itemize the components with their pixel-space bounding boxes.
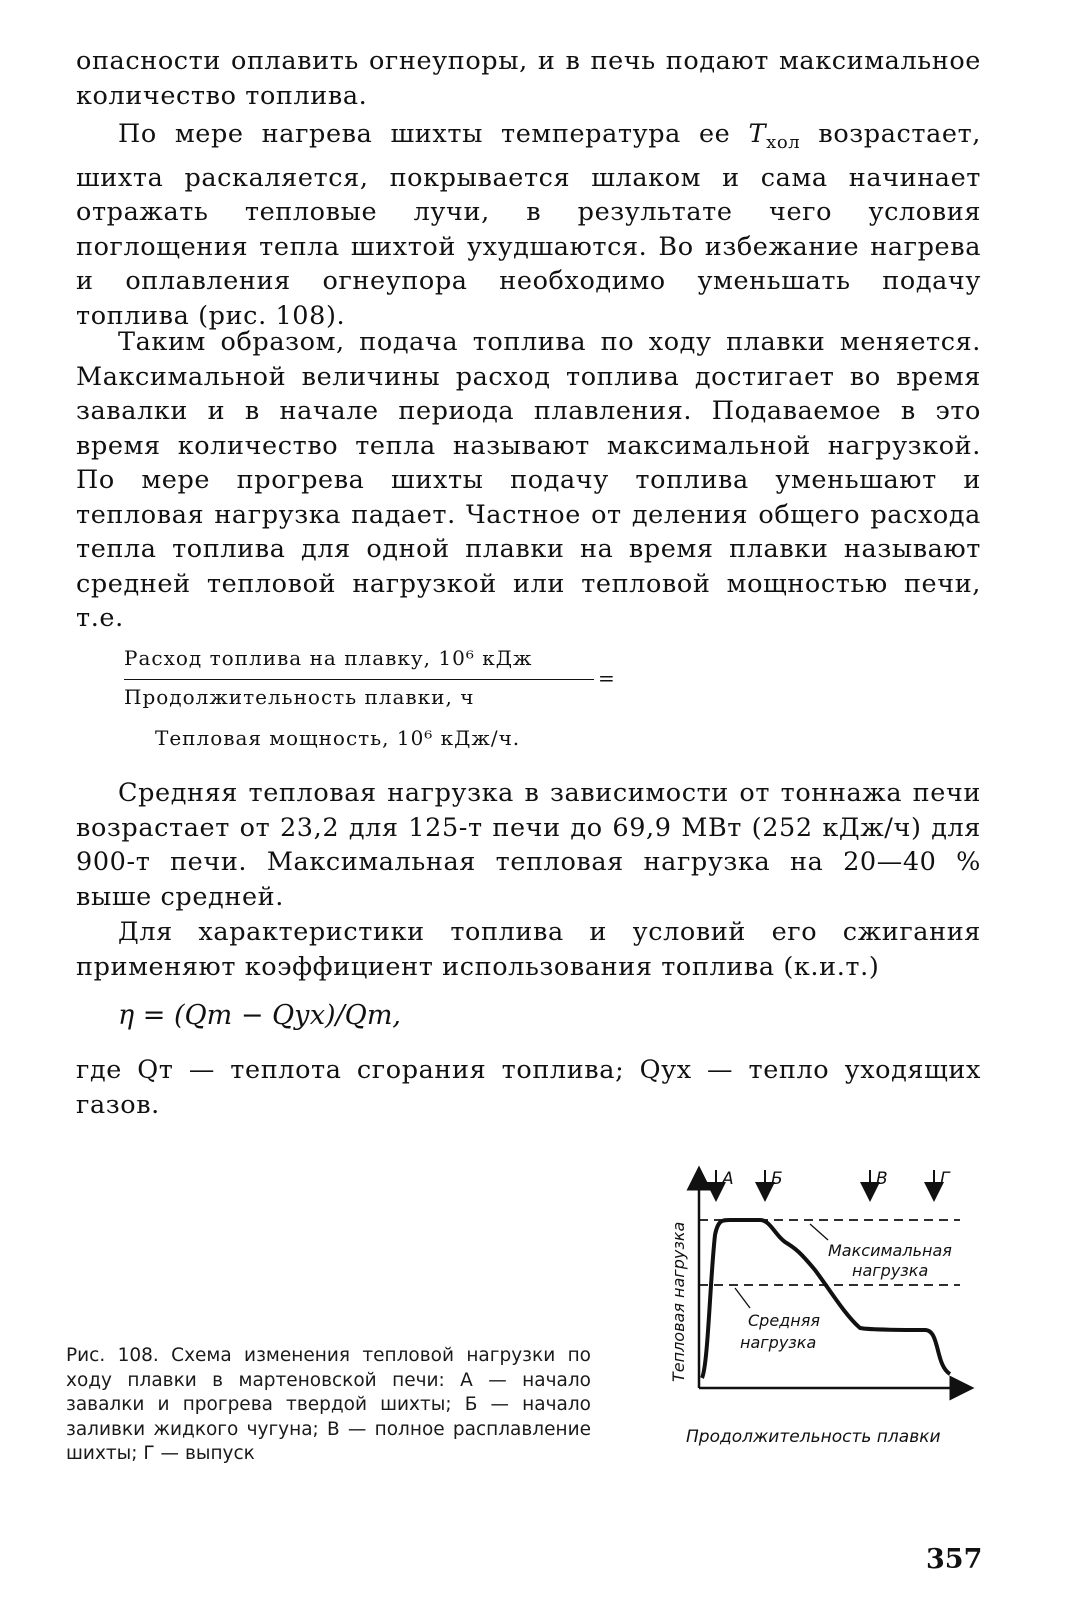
formula-numerator: Расход топлива на плавку, 10⁶ кДж <box>124 646 533 670</box>
x-axis-label: Продолжительность плавки <box>686 1427 941 1447</box>
paragraph-4-text: Средняя тепловая нагрузка в зависимости от тоннажа печи возрастает от 23,2 для 125-т печи до 69,9 МВт (252 кДж/ч) для 900-т печи. Максимальная тепловая нагрузка на 20—40 % выше средней. <box>76 778 981 912</box>
paragraph-3 <box>76 325 981 636</box>
avg-label-2: нагрузка <box>740 1333 817 1352</box>
formula-equals: = <box>598 666 615 690</box>
t-subscript: хол <box>766 132 801 154</box>
y-axis-label: Тепловая нагрузка <box>669 1221 688 1382</box>
marker-a-label: А <box>722 1169 734 1189</box>
paragraph-3-text: Таким образом, подача топлива по ходу плавки меняется. Максимальной величины расход топлива достигает во время завалки и в начале периода плавления. Подаваемое в это время количество тепла называют максимальной нагрузкой. По мере прогрева шихты подачу топлива уменьшают и тепловая нагрузка падает. Частное от деления общего расхода тепла топлива для одной плавки на время плавки называют средней тепловой нагрузкой или тепловой мощностью печи, т.е. <box>76 327 981 633</box>
page-number: 357 <box>926 1544 983 1575</box>
paragraph-2-start: По мере нагрева шихты температура ее <box>118 119 749 149</box>
avg-label-1: Средняя <box>748 1311 820 1330</box>
marker-b-label: Б <box>771 1169 783 1189</box>
paragraph-5-text: Для характеристики топлива и условий его сжигания применяют коэффициент использования топлива (к.и.т.) <box>76 917 981 982</box>
paragraph-5 <box>76 915 981 984</box>
kit-formula: η = (Qт − Qух)/Qт, <box>118 1000 401 1031</box>
load-diagram <box>660 1160 980 1460</box>
paragraph-2 <box>76 117 981 333</box>
max-label-1: Максимальная <box>828 1241 952 1260</box>
fraction-bar <box>124 679 594 680</box>
t-symbol: T <box>748 119 767 149</box>
formula-result: Тепловая мощность, 10⁶ кДж/ч. <box>155 726 521 750</box>
max-leader <box>810 1224 828 1240</box>
max-label-2: нагрузка <box>852 1261 929 1280</box>
marker-g-label: Г <box>940 1169 950 1189</box>
formula-explanation: где Qт — теплота сгорания топлива; Qух — тепло уходящих газов. <box>76 1055 981 1120</box>
marker-v-label: В <box>876 1169 888 1189</box>
paragraph-1: опасности оплавить огнеупоры, и в печь подают максимальное количество топлива. <box>76 46 981 111</box>
formula-denominator: Продолжительность плавки, ч <box>124 685 475 709</box>
avg-leader <box>735 1288 750 1308</box>
figure-108 <box>660 1160 980 1460</box>
paragraph-4 <box>76 776 981 914</box>
paragraph-2-rest: возрастает, шихта раскаляется, покрывается шлаком и сама начинает отражать тепловые лучи, в результате чего условия поглощения тепла шихтой ухудшаются. Во избежание нагрева и оплавления огнеупора необходимо уменьшать подачу топлива (рис. 108). <box>76 119 982 331</box>
figure-caption: Рис. 108. Схема изменения тепловой нагрузки по ходу плавки в мартеновской печи: А — начало завалки и прогрева твердой шихты; Б — начало заливки жидкого чугуна; В — полное расплавление шихты; Г — выпуск <box>66 1345 591 1464</box>
